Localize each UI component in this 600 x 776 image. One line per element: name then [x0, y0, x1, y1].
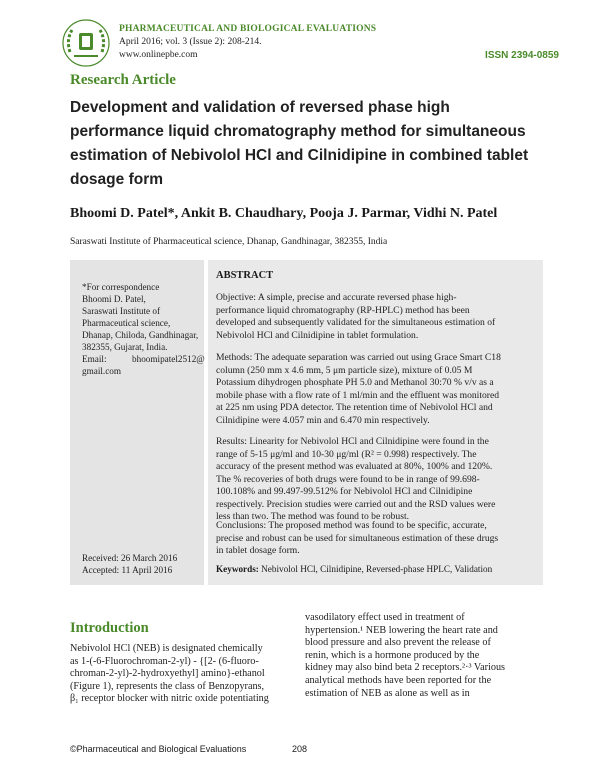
text-line: respectively. Precision studies were carried out and the RSD values were	[216, 498, 496, 510]
abstract-heading: ABSTRACT	[216, 270, 274, 281]
authors: Bhoomi D. Patel*, Ankit B. Chaudhary, Pooja J. Parmar, Vidhi N. Patel	[70, 206, 498, 221]
journal-issue: April 2016; vol. 3 (Issue 2): 208-214.	[119, 37, 262, 47]
email-address-cont[interactable]: gmail.com	[82, 366, 122, 376]
keywords-list: Nebivolol HCl, Cilnidipine, Reversed-phase HPLC, Validation	[258, 564, 493, 574]
intro-right-column	[305, 612, 505, 700]
text-line: accuracy of the present method was evaluated at 80%, 100% and 120%.	[216, 461, 493, 472]
text-line: at 225 nm using PDA detector. The retention time of Nebivolol HCl and	[216, 402, 493, 413]
text-line: Nebivolol HCl and Cilnidipine in tablet formulation.	[216, 329, 419, 341]
correspondence-line: Dhanap, Chiloda, Gandhinagar,	[82, 330, 199, 340]
abstract-box	[208, 260, 543, 585]
text-line: Nebivolol HCl (NEB) is designated chemically	[70, 643, 263, 654]
journal-website[interactable]: www.onlinepbe.com	[119, 50, 198, 60]
text-line: Conclusions: The proposed method was found to be specific, accurate,	[216, 520, 487, 531]
received-date: Received: 26 March 2016	[82, 553, 178, 563]
text-line: performance liquid chromatography (RP-HPLC) method has been	[216, 304, 470, 316]
text-line: kidney may also bind beta 2 receptors.²·³ Various	[305, 662, 505, 674]
text-line: developed and subsequently validated for the simultaneous estimation of	[216, 317, 496, 328]
issn: ISSN 2394-0859	[485, 50, 559, 61]
article-type: Research Article	[70, 72, 176, 88]
correspondence-line: Bhoomi D. Patel,	[82, 294, 146, 304]
text-line: vasodilatory effect used in treatment of	[305, 612, 465, 623]
article-title	[70, 96, 550, 192]
text-line: chroman-2-yl)-2-hydroxyethyl] amino}-ethanol	[70, 668, 265, 680]
abstract-objective	[216, 292, 538, 342]
title-line: performance liquid chromatography method for simultaneous	[70, 123, 526, 140]
title-line: Development and validation of reversed phase high	[70, 99, 450, 116]
correspondence-line: Saraswati Institute of	[82, 306, 161, 316]
abstract-methods	[216, 352, 538, 427]
text-line: Cilnidipine were 4.057 min and 6.470 min respectively.	[216, 414, 430, 426]
text-line: analytical methods have been reported for the	[305, 674, 492, 686]
title-line: estimation of Nebivolol HCl and Cilnidipine in combined tablet	[70, 147, 529, 164]
text-line: range of 5-15 μg/ml and 10-30 μg/ml (R² = 0.998) respectively. The	[216, 448, 477, 460]
keywords	[216, 564, 492, 574]
text-line: hypertension.¹ NEB lowering the heart rate and	[305, 624, 498, 636]
keywords-label: Keywords:	[216, 564, 259, 574]
correspondence-line: *For correspondence	[82, 282, 160, 292]
page-number: 208	[292, 744, 308, 754]
text-line: β₁ receptor blocker with nitric oxide potentiating	[70, 693, 269, 705]
affiliation: Saraswati Institute of Pharmaceutical science, Dhanap, Gandhinagar, 382355, India	[70, 237, 388, 247]
email-label: Email:	[82, 354, 107, 364]
correspondence-line: Pharmaceutical science,	[82, 318, 171, 328]
title-line: dosage form	[70, 171, 164, 188]
text-line: renin, which is a hormone produced by the	[305, 649, 480, 661]
text-line: blood pressure and also prevent the release of	[305, 637, 491, 649]
journal-title: PHARMACEUTICAL AND BIOLOGICAL EVALUATIONS	[119, 24, 377, 34]
accepted-date: Accepted: 11 April 2016	[82, 565, 173, 575]
text-line: precise and robust can be used for simultaneous estimation of these drugs	[216, 532, 499, 544]
correspondence-line: 382355, Gujarat, India.	[82, 342, 168, 352]
text-line: mobile phase with a flow rate of 1 ml/min and the effluent was monitored	[216, 389, 500, 401]
abstract-results	[216, 436, 538, 524]
correspondence-box	[70, 260, 204, 585]
abstract-conclusions	[216, 520, 538, 558]
text-line: Methods: The adequate separation was carried out using Grace Smart C18	[216, 352, 501, 363]
text-line: Results: Linearity for Nebivolol HCl and Cilnidipine were found in the	[216, 436, 489, 447]
text-line: estimation of NEB as alone as well as in	[305, 687, 470, 699]
introduction-heading: Introduction	[70, 620, 149, 636]
journal-logo	[60, 18, 112, 68]
text-line: as 1-(-6-Fluorochroman-2-yl) - {[2- (6-fluoro-	[70, 655, 259, 667]
text-line: (Figure 1), represents the class of Benzopyrans,	[70, 680, 265, 692]
text-line: Objective: A simple, precise and accurate reversed phase high-	[216, 292, 457, 303]
text-line: less than two. The method was found to be robust.	[216, 511, 410, 522]
intro-left-column	[70, 643, 269, 706]
text-line: 100.108% and 99.497-99.512% for Nebivolol HCl and Cilnidipine	[216, 486, 473, 497]
text-line: column (250 mm x 4.6 mm, 5 μm particle size), mixture of 0.05 M	[216, 364, 473, 376]
text-line: Potassium dihydrogen phosphate PH 5.0 and Methanol 30:70 % v/v as a	[216, 377, 494, 388]
text-line: in tablet dosage form.	[216, 545, 300, 556]
footer-copyright: ©Pharmaceutical and Biological Evaluations	[70, 744, 247, 754]
text-line: The % recoveries of both drugs were found to be in range of 99.698-	[216, 473, 480, 485]
email-address[interactable]: bhoomipatel2512@	[132, 354, 205, 364]
